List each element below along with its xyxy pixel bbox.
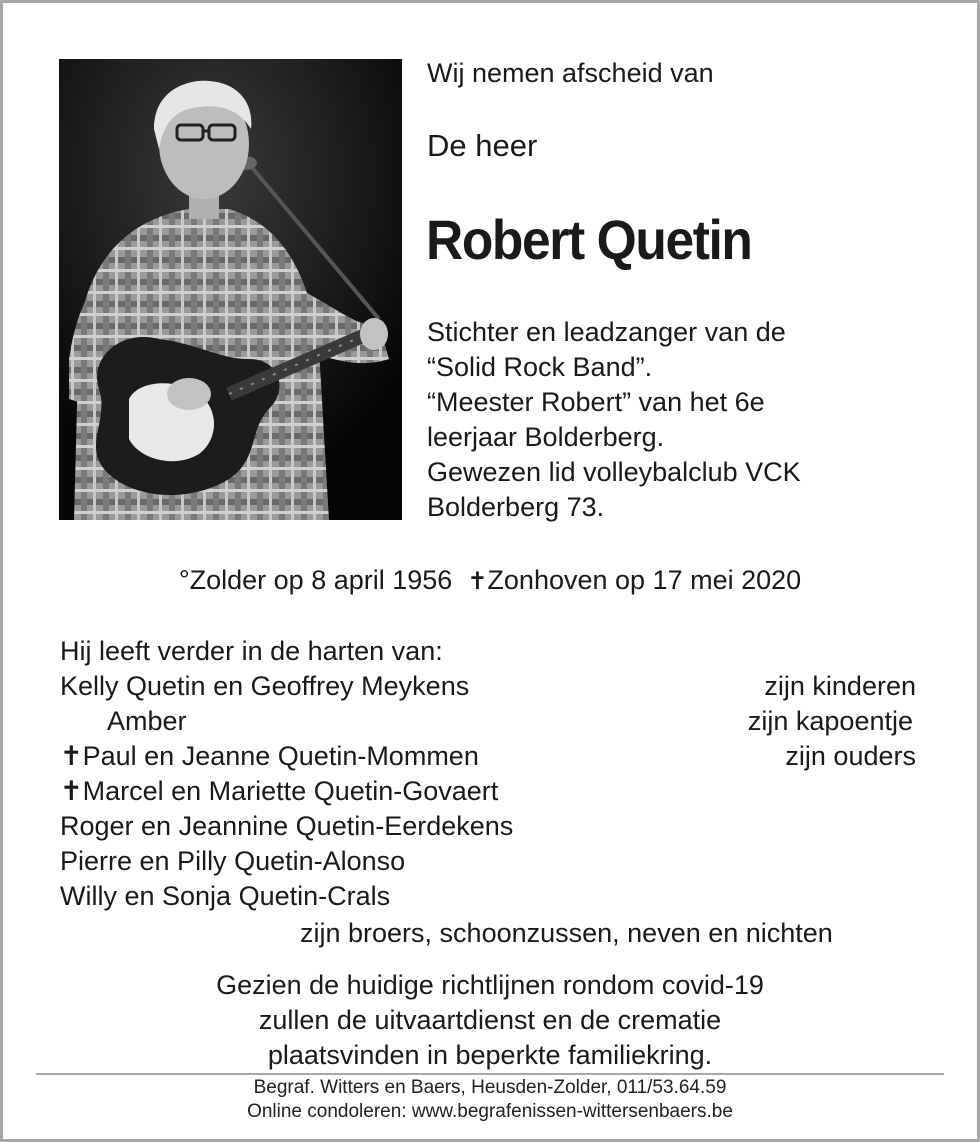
family-intro: Hij leeft verder in de harten van:: [60, 636, 443, 666]
footer: [0, 1076, 980, 1124]
bio-line: Gewezen lid volleybalclub VCK: [427, 457, 801, 487]
honorific: De heer: [427, 128, 538, 163]
family-row: [60, 739, 916, 774]
notice-line: zullen de uitvaartdienst en de crematie: [258, 1005, 722, 1035]
death-date: Zonhoven op 17 mei 2020: [487, 565, 802, 595]
intro-text: Wij nemen afscheid van: [427, 58, 714, 88]
bio-line: “Solid Rock Band”.: [427, 352, 653, 382]
cross-icon: ✝: [467, 568, 488, 595]
bio-line: Bolderberg 73.: [427, 492, 605, 522]
bio-line: Stichter en leadzanger van de: [427, 317, 786, 347]
bio-line: leerjaar Bolderberg.: [427, 422, 665, 452]
notice-line: plaatsvinden in beperkte familiekring.: [267, 1040, 713, 1070]
family-row: [60, 774, 916, 809]
funeral-notice: [0, 968, 980, 1073]
divider: [36, 1073, 944, 1075]
notice-line: Gezien de huidige richtlijnen rondom covid-19: [216, 970, 764, 1000]
family-row: [60, 704, 916, 739]
family-relation: zijn ouders: [785, 741, 916, 771]
portrait-photo: [59, 59, 402, 520]
undertaker-info: Begraf. Witters en Baers, Heusden-Zolder, 011/53.64.59: [253, 1077, 727, 1098]
family-row: [60, 844, 916, 879]
family-relation: zijn kinderen: [764, 671, 916, 701]
family-row: [60, 669, 916, 704]
family-member: Willy en Sonja Quetin-Crals: [60, 881, 391, 911]
family-member: Kelly Quetin en Geoffrey Meykens: [60, 671, 470, 701]
condolence-link[interactable]: Online condoleren: www.begrafenissen-wittersenbaers.be: [247, 1101, 733, 1122]
family-summary: zijn broers, schoonzussen, neven en nichten: [300, 918, 833, 948]
birth-date: °Zolder op 8 april 1956: [178, 565, 453, 595]
family-member: ✝Paul en Jeanne Quetin-Mommen: [60, 741, 479, 771]
family-member: Pierre en Pilly Quetin-Alonso: [60, 846, 406, 876]
bio-line: “Meester Robert” van het 6e: [427, 387, 765, 417]
deceased-name: Robert Quetin: [426, 208, 752, 271]
family-member: Amber: [107, 706, 187, 736]
family-member: Roger en Jeannine Quetin-Eerdekens: [60, 811, 514, 841]
family-row: [60, 809, 916, 844]
family-row: [60, 879, 916, 914]
family-list: [60, 634, 916, 914]
biography: [427, 315, 801, 525]
family-member: ✝Marcel en Mariette Quetin-Govaert: [60, 776, 499, 806]
family-intro-row: [60, 634, 916, 669]
life-dates: [0, 563, 980, 599]
family-relation: zijn kapoentje: [747, 706, 913, 736]
